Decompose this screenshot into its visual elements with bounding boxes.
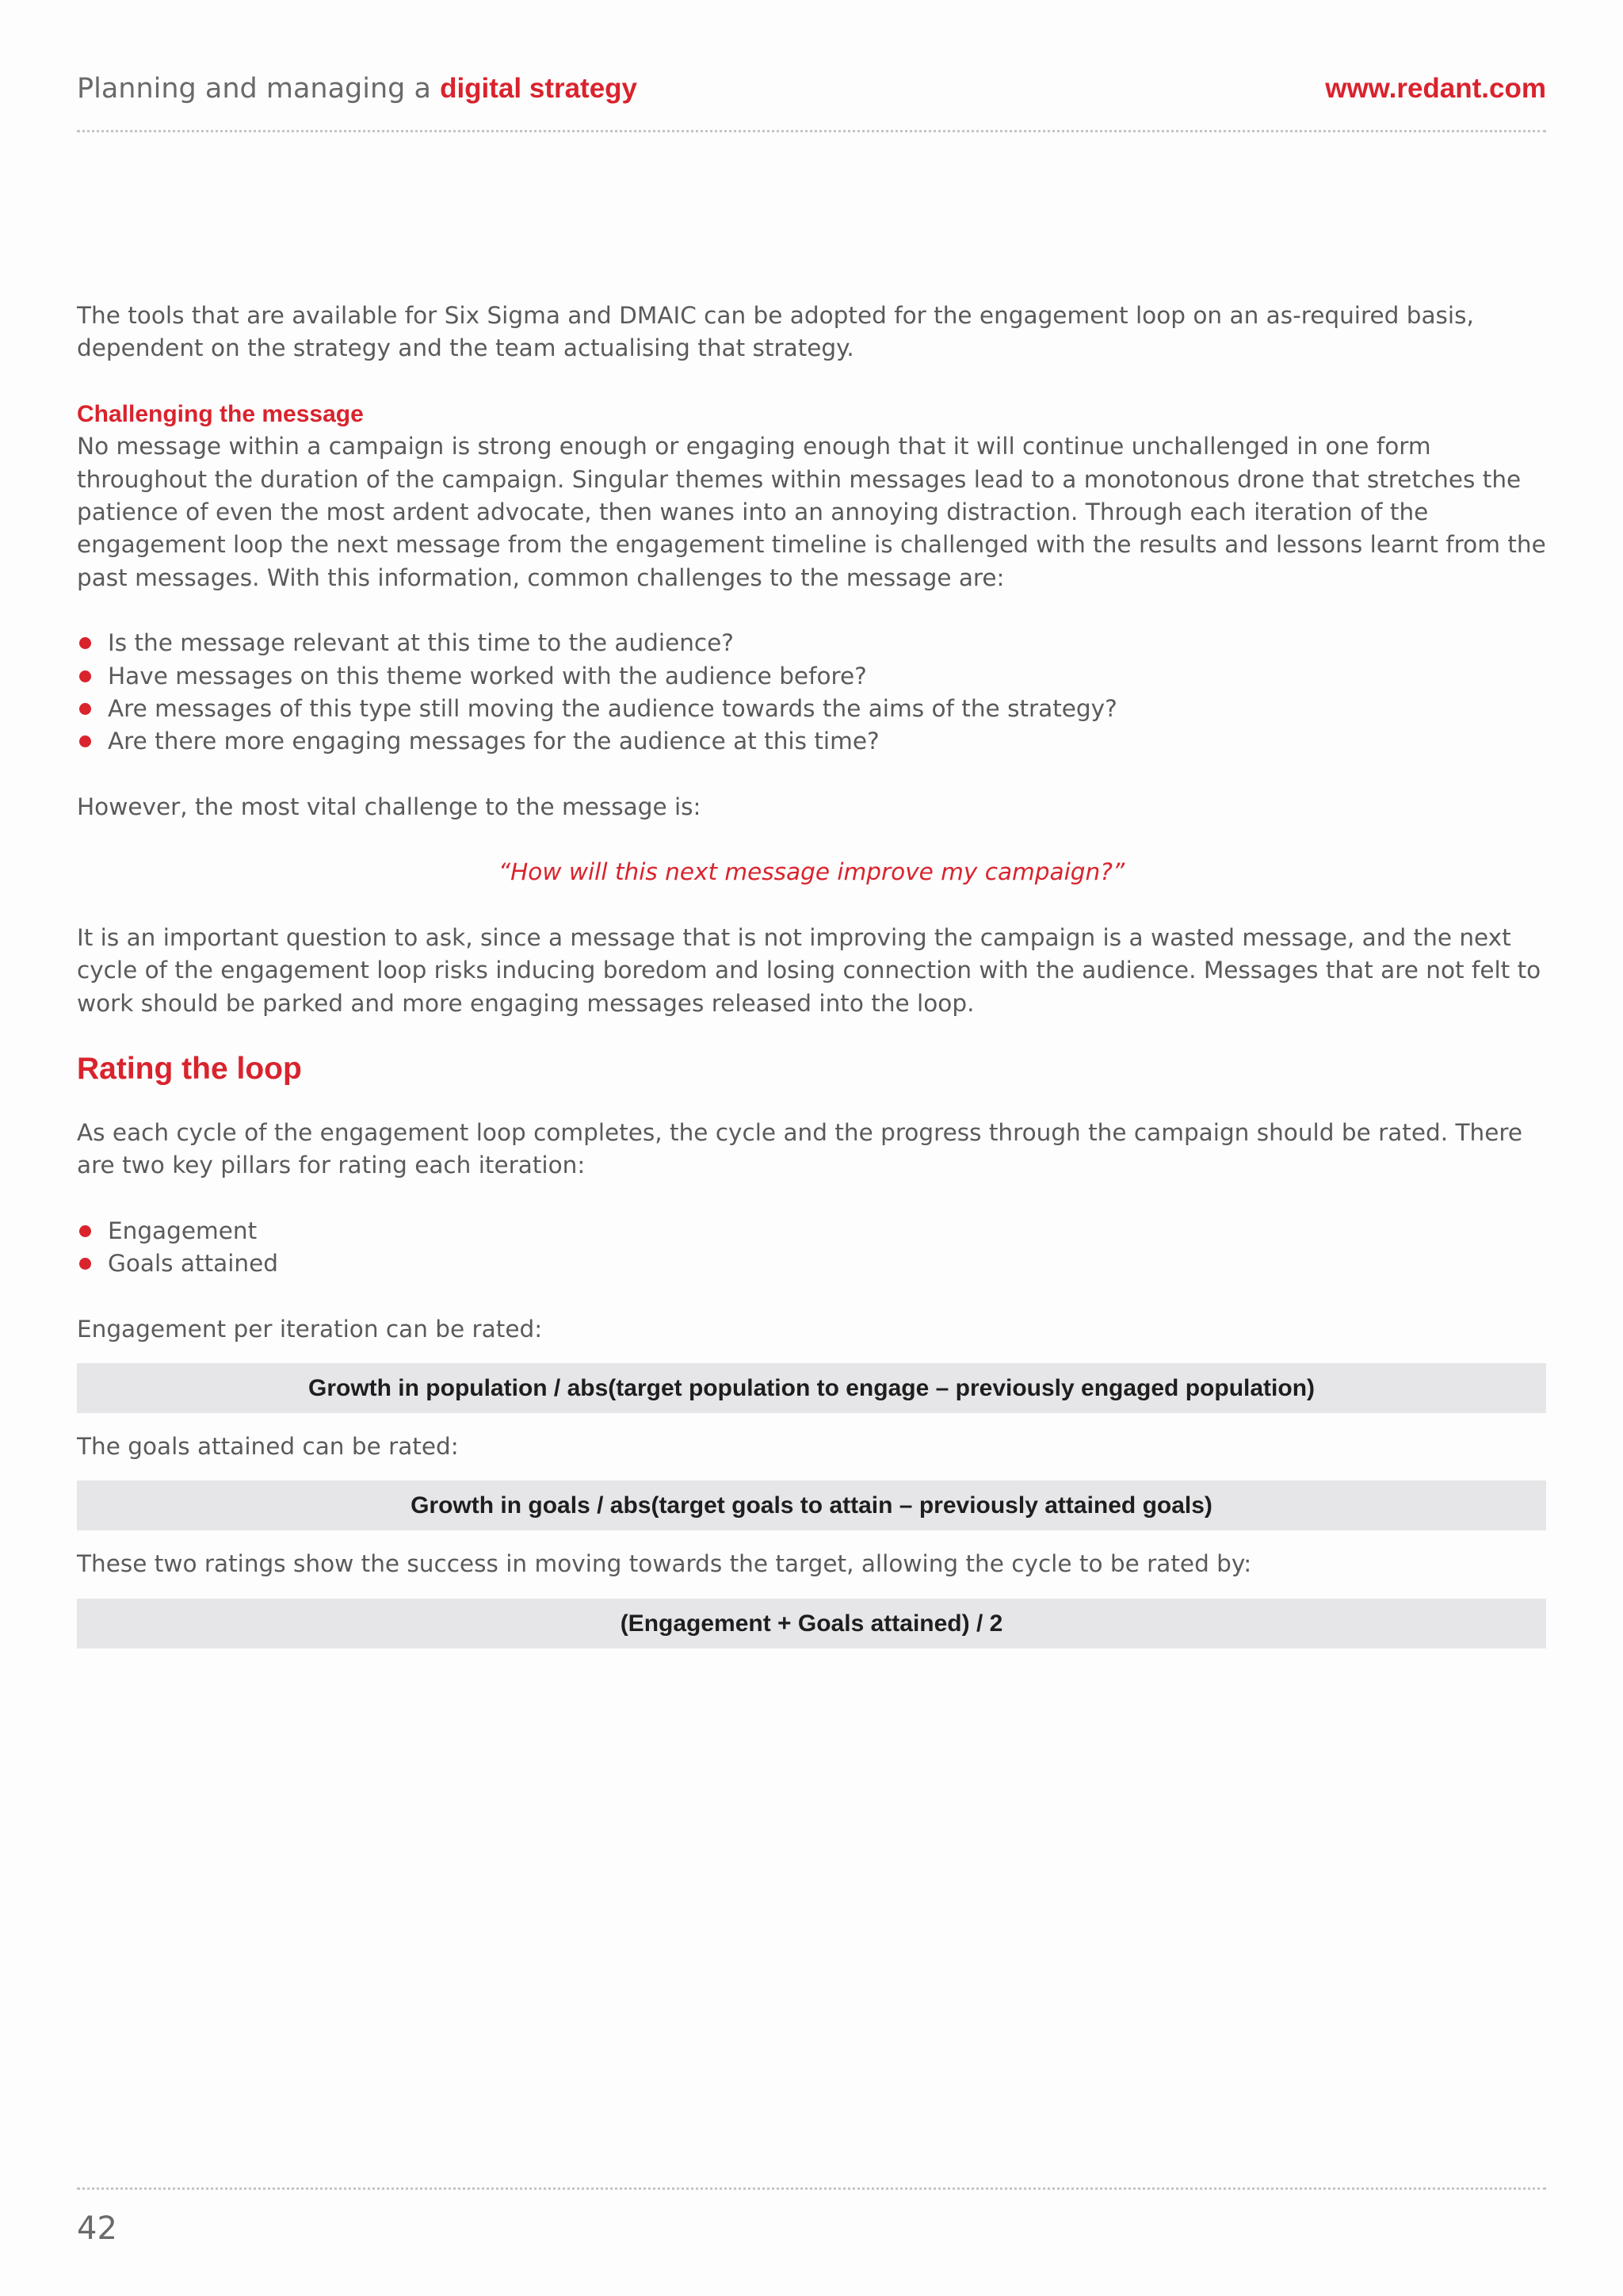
page-header	[77, 70, 1546, 108]
challenging-body: No message within a campaign is strong enough or engaging enough that it will continue unchallenged in one form throughout the duration of the campaign. Singular themes within messages lead to a monotonous drone that stretches the patience of even the most ardent advocate, then wanes into an annoying distraction. Through each iteration of the engagement loop the next message from the engagement timeline is challenged with the results and lessons learnt from the past messages. With this information, common challenges to the message are:	[77, 433, 1546, 591]
closing-paragraph: It is an important question to ask, since a message that is not improving the campaign is a wasted message, and the next cycle of the engagement loop risks inducing boredom and losing connection with the audience. Messages that are not felt to work should be parked and more engaging messages released into the loop.	[77, 923, 1541, 1017]
challenge-list	[77, 627, 1546, 758]
list-item: Goals attained	[77, 1247, 1546, 1280]
bullet-dot-icon	[79, 1258, 91, 1270]
header-title	[77, 70, 637, 108]
goals-formula: Growth in goals / abs(target goals to attain – previously attained goals)	[77, 1480, 1546, 1530]
rating-section-title: Rating the loop	[77, 1051, 302, 1086]
list-item: Engagement	[77, 1215, 1546, 1247]
header-title-accent: digital strategy	[440, 73, 638, 104]
page-number: 42	[77, 2210, 117, 2247]
rating-intro: As each cycle of the engagement loop completes, the cycle and the progress through the campaign should be rated. There are two key pillars for rating each iteration:	[77, 1118, 1523, 1179]
page-content	[77, 300, 1546, 1666]
list-item: Is the message relevant at this time to the audience?	[77, 627, 1546, 659]
footer-divider	[77, 2187, 1546, 2190]
header-title-prefix: Planning and managing a	[77, 73, 441, 105]
pillar-list	[77, 1215, 1546, 1281]
engagement-formula: Growth in population / abs(target population to engage – previously engaged population)	[77, 1363, 1546, 1413]
bullet-dot-icon	[79, 703, 91, 715]
vital-challenge-intro: However, the most vital challenge to the message is:	[77, 793, 701, 820]
challenging-heading: Challenging the message	[77, 400, 364, 427]
bullet-dot-icon	[79, 1225, 91, 1237]
bullet-dot-icon	[79, 670, 91, 682]
combined-formula: (Engagement + Goals attained) / 2	[77, 1599, 1546, 1648]
list-item: Are messages of this type still moving the audience towards the aims of the strategy?	[77, 693, 1546, 725]
bullet-dot-icon	[79, 735, 91, 747]
header-divider	[77, 130, 1546, 132]
key-question-quote: “How will this next message improve my campaign?”	[498, 858, 1125, 886]
engagement-rating-label: Engagement per iteration can be rated:	[77, 1315, 543, 1343]
list-item: Are there more engaging messages for the audience at this time?	[77, 725, 1546, 758]
bullet-dot-icon	[79, 637, 91, 649]
intro-paragraph: The tools that are available for Six Sigma and DMAIC can be adopted for the engagement loop on an as-required basis, dependent on the strategy and the team actualising that strategy.	[77, 302, 1474, 362]
goals-rating-label: The goals attained can be rated:	[77, 1432, 459, 1460]
header-url-link[interactable]: www.redant.com	[1325, 73, 1546, 104]
combined-rating-label: These two ratings show the success in moving towards the target, allowing the cycle to be rated by:	[77, 1550, 1252, 1578]
list-item: Have messages on this theme worked with the audience before?	[77, 660, 1546, 693]
